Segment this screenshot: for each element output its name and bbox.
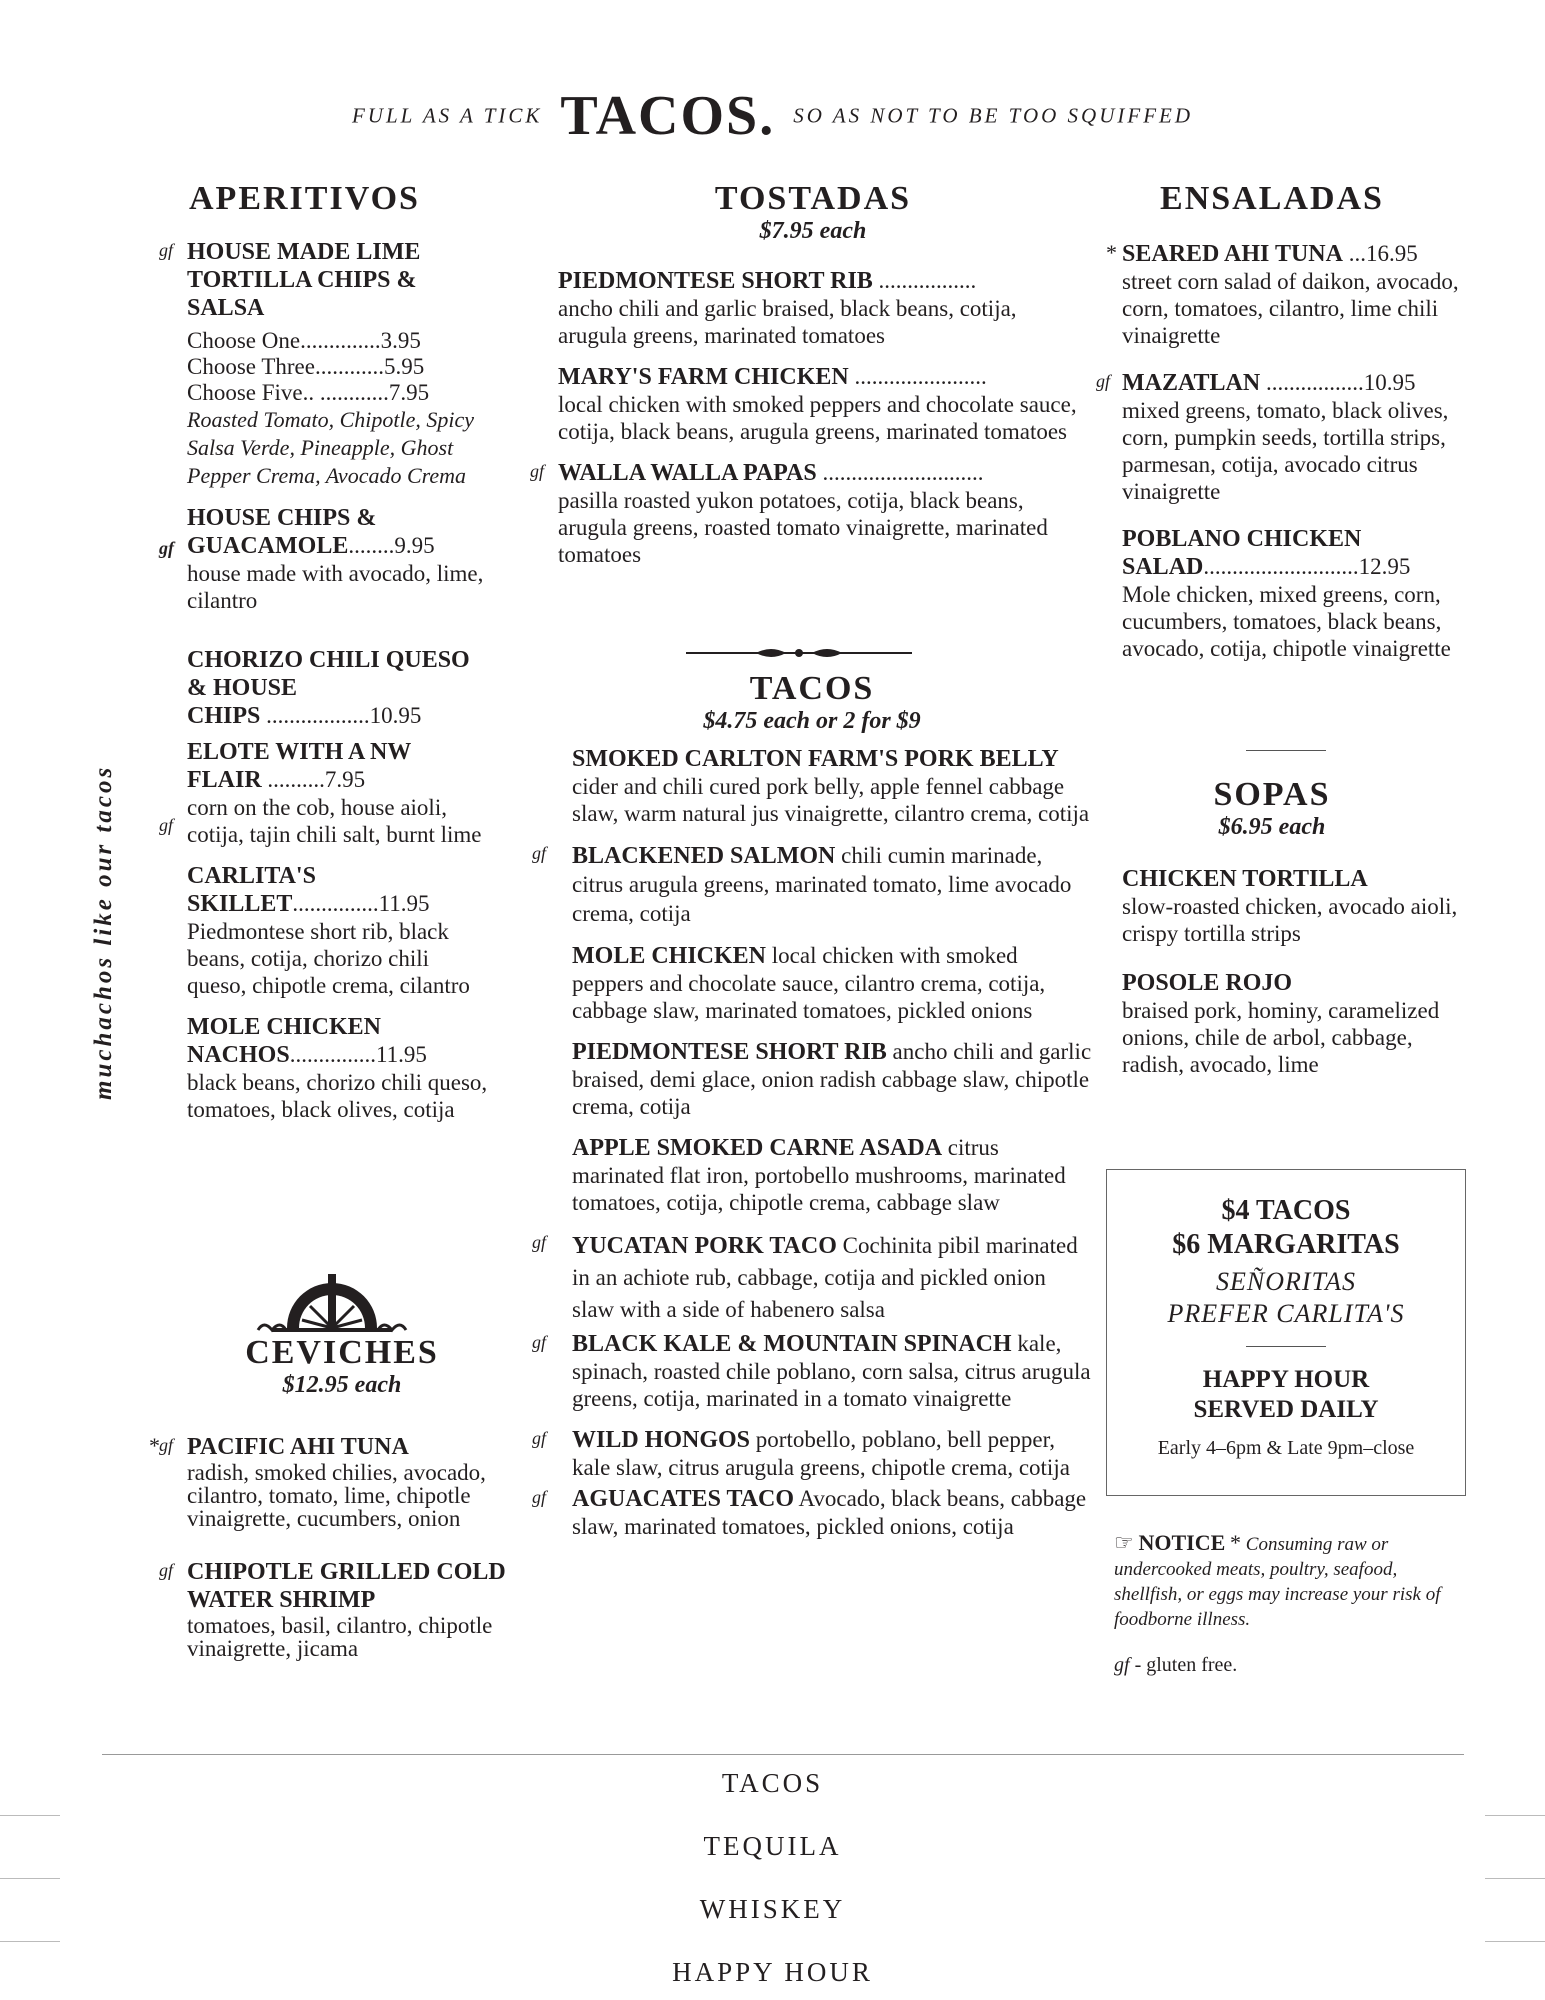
footer-divider [102,1754,1464,1755]
gluten-free-mark: gf [532,1487,547,1507]
page-title: TACOS. [560,85,776,147]
item-desc: Mole chicken, mixed greens, corn, cucumbers, tomatoes, black beans, avocado, cotija, chipotle vinaigrette [1122,582,1451,661]
item-name: HOUSE CHIPS & [187,505,377,531]
item-name: SMOKED CARLTON FARM'S PORK BELLY [572,746,1059,772]
ceviches-section [149,1334,517,1661]
happy-hour-label: HAPPY HOUR [1202,1366,1370,1393]
tostadas-column [530,180,1088,568]
menu-item-nachos [187,1013,492,1123]
tacos-price: $4.75 each or 2 for $9 [703,708,921,734]
served-daily-label: SERVED DAILY [1193,1396,1379,1423]
item-desc: ancho chili and garlic braised, demi glace, onion radish cabbage slaw, chipotle crema, cotija [572,1039,1092,1119]
gluten-free-mark: gf [532,1232,547,1252]
item-desc: kale, spinach, roasted chile poblano, corn salsa, citrus arugula greens, cotija, marinated in a tomato vinaigrette [572,1331,1091,1411]
item-desc: chili cumin marinade, citrus arugula greens, marinated tomato, lime avocado crema, cotija [572,843,1072,926]
gluten-free-mark: gf [532,1332,547,1352]
item-desc: portobello, poblano, bell pepper, kale slaw, citrus arugula greens, chipotle crema, cotija [572,1427,1070,1480]
aperitivos-column [159,180,492,1123]
menu-item-taco-pork-belly [572,745,1092,827]
nav-link-tequila[interactable]: TEQUILA [703,1831,842,1861]
menu-item-queso [187,646,492,730]
item-leader: ................. [872,268,977,293]
item-price: ...........................12.95 [1203,554,1411,579]
promo-margaritas: $6 MARGARITAS [1172,1229,1400,1260]
gluten-free-mark: gf [159,815,174,835]
item-name: SEARED AHI TUNA [1122,241,1343,267]
item-name-cont: CHIPS [187,703,261,729]
item-name: HOUSE MADE LIME TORTILLA CHIPS & SALSA [187,239,421,321]
menu-item-tostada-papas [530,459,1088,568]
menu-item-chips-salsa [159,238,492,490]
sopas-column [1122,776,1462,1078]
promo-tagline-2: PREFER CARLITA'S [1167,1299,1405,1328]
menu-item-chipotle-shrimp [159,1558,517,1661]
raw-warning-mark: * [1106,240,1117,265]
menu-item-tostada-short-rib [558,267,1088,349]
gluten-free-mark: gf [1114,1654,1130,1676]
item-desc: street corn salad of daikon, avocado, corn, tomatoes, cilantro, lime chili vinaigrette [1122,269,1459,348]
raw-warning-mark: * [1230,1530,1242,1555]
sopas-title: SOPAS [1213,776,1331,813]
item-name-cont: SKILLET [187,891,293,917]
ensaladas-column [1096,180,1462,662]
menu-item-taco-hongos [532,1426,1092,1481]
item-desc: ancho chili and garlic braised, black beans, cotija, arugula greens, marinated tomatoes [558,296,1017,348]
item-desc: Avocado, black beans, cabbage slaw, marinated tomatoes, pickled onions, cotija [572,1486,1087,1539]
item-desc: cider and chili cured pork belly, apple fennel cabbage slaw, warm natural jus vinaigrette, cilantro crema, cotija [572,774,1090,826]
item-name-cont: FLAIR [187,767,262,793]
item-name: WALLA WALLA PAPAS [558,460,817,486]
promo-divider [1246,1346,1326,1347]
item-desc: tomatoes, basil, cilantro, chipotle vinaigrette, jicama [187,1613,493,1661]
item-desc-wrap [159,794,492,848]
item-name: PIEDMONTESE SHORT RIB [558,268,873,294]
notice-text: Consuming raw or undercooked meats, poultry, seafood, shellfish, or eggs may increase your risk of foodborne illness. [1114,1534,1441,1630]
item-name: POSOLE ROJO [1122,970,1293,996]
gluten-free-mark: gf [159,240,174,260]
item-desc: Cochinita pibil marinated in an achiote rub, cabbage, cotija and pickled onion slaw with a side of habenero salsa [572,1233,1078,1322]
item-name-line2 [159,532,492,560]
tacos-title: TACOS [749,670,875,707]
menu-item-mazatlan [1096,369,1462,505]
gluten-free-mark: gf [532,843,547,863]
edge-tick [0,1878,60,1879]
pointing-hand-icon: ☞ [1114,1530,1134,1555]
flourish-divider-icon [686,645,912,661]
item-name: ELOTE WITH A NW [187,739,412,765]
tacos-column [532,670,1092,1540]
gluten-free-mark: gf [159,1560,174,1580]
ceviches-price: $12.95 each [282,1372,402,1398]
salsa-list: Roasted Tomato, Chipotle, Spicy Salsa Verde, Pineapple, Ghost Pepper Crema, Avocado Crema [187,407,475,488]
item-name: CHIPOTLE GRILLED COLD WATER SHRIMP [187,1559,506,1613]
gluten-free-mark: gf [532,1428,547,1448]
item-price: .................10.95 [1260,370,1416,395]
edge-tick [0,1941,60,1942]
chip-options [187,328,492,406]
item-desc: corn on the cob, house aioli, cotija, tajin chili salt, burnt lime [187,795,482,847]
option-choose-one: Choose One..............3.95 [187,328,421,353]
item-name: PIEDMONTESE SHORT RIB [572,1039,887,1065]
happy-hour-promo-box [1106,1169,1466,1496]
menu-item-taco-mole [572,942,1092,1024]
item-name: CARLITA'S [187,863,316,889]
menu-item-pacific-ahi-tuna [149,1433,517,1531]
menu-header [0,84,1545,148]
menu-item-taco-yucatan [532,1230,1092,1326]
edge-tick [0,1815,60,1816]
item-price: ..................10.95 [260,703,422,728]
item-name: MAZATLAN [1122,370,1261,396]
gluten-free-mark: gf [159,1435,174,1455]
gluten-free-mark: gf [159,538,174,558]
option-choose-three: Choose Three............5.95 [187,354,425,379]
edge-tick [1485,1941,1545,1942]
menu-item-tostada-chicken [558,363,1088,445]
menu-item-taco-carne-asada [572,1134,1092,1216]
item-desc: local chicken with smoked peppers and chocolate sauce, cilantro crema, cotija, cabbage slaw, marinated tomatoes, pickled onions [572,943,1046,1023]
menu-item-chicken-tortilla [1122,865,1462,947]
menu-item-guacamole [159,504,492,614]
item-desc: black beans, chorizo chili queso, tomatoes, black olives, cotija [187,1070,488,1122]
header-left-tagline: FULL AS A TICK [351,103,543,128]
menu-item-poblano-salad [1122,525,1462,662]
menu-item-taco-kale [532,1330,1092,1412]
raw-warning-mark: * [149,1433,160,1458]
item-desc: braised pork, hominy, caramelized onions, chile de arbol, cabbage, radish, avocado, lime [1122,998,1440,1077]
item-name-cont: SALAD [1122,554,1204,580]
item-leader: ............................ [816,460,984,485]
gluten-free-mark: gf [530,461,545,481]
gluten-free-legend: - gluten free. [1129,1654,1238,1676]
item-name: BLACK KALE & MOUNTAIN SPINACH [572,1331,1012,1357]
notice-label: NOTICE [1138,1530,1226,1555]
item-name: MOLE CHICKEN [572,943,767,969]
menu-item-posole-rojo [1122,969,1462,1078]
option-choose-five: Choose Five.. ............7.95 [187,380,430,405]
item-desc: Piedmontese short rib, black beans, cotija, chorizo chili queso, chipotle crema, cilantro [187,919,470,998]
tostadas-price: $7.95 each [759,218,867,244]
side-tagline: muchachos like our tacos [90,764,117,1100]
menu-item-skillet [187,862,492,999]
item-price: ........9.95 [348,533,435,558]
ceviches-title: CEVICHES [245,1334,439,1371]
item-desc: slow-roasted chicken, avocado aioli, crispy tortilla strips [1122,894,1458,946]
sopas-price: $6.95 each [1218,814,1326,840]
item-price: ...............11.95 [289,1042,427,1067]
item-name: WILD HONGOS [572,1427,751,1453]
happy-hour-times: Early 4–6pm & Late 9pm–close [1157,1437,1415,1459]
aperitivos-title: APERITIVOS [189,180,420,217]
promo-tagline-1: SEÑORITAS [1216,1267,1356,1296]
item-desc: radish, smoked chilies, avocado, cilantro, tomato, lime, chipotle vinaigrette, cucumbers, onion [187,1460,486,1531]
section-divider [1246,750,1326,751]
nav-link-tacos[interactable]: TACOS [721,1768,824,1798]
item-desc: local chicken with smoked peppers and chocolate sauce, cotija, black beans, arugula greens, marinated tomatoes [558,392,1077,444]
item-name: YUCATAN PORK TACO [572,1233,837,1259]
item-price: ..........7.95 [261,767,366,792]
edge-tick [1485,1878,1545,1879]
menu-item-taco-salmon [532,841,1092,928]
item-name: MARY'S FARM CHICKEN [558,364,849,390]
sunburst-ornament-icon [252,1272,412,1338]
item-name: MOLE CHICKEN [187,1014,382,1040]
item-name: CHORIZO CHILI QUESO & HOUSE [187,647,470,701]
item-name-cont: NACHOS [187,1042,290,1068]
tostadas-title: TOSTADAS [714,180,912,217]
item-desc: mixed greens, tomato, black olives, corn, pumpkin seeds, tortilla strips, parmesan, cotija, avocado citrus vinaigrette [1122,398,1449,504]
item-price: ...............11.95 [292,891,430,916]
item-name: AGUACATES TACO [572,1486,795,1512]
promo-tacos: $4 TACOS [1221,1195,1351,1226]
nav-link-happy-hour[interactable]: HAPPY HOUR [672,1957,873,1987]
item-desc: citrus marinated flat iron, portobello mushrooms, marinated tomatoes, cotija, chipotle crema, cabbage slaw [572,1135,1066,1215]
menu-item-elote [159,738,492,848]
item-name-cont: GUACAMOLE [187,533,349,559]
header-right-tagline: SO AS NOT TO BE TOO SQUIFFED [793,103,1194,128]
menu-item-taco-aguacates [532,1485,1092,1540]
nav-link-whiskey[interactable]: WHISKEY [699,1894,846,1924]
item-name: APPLE SMOKED CARNE ASADA [572,1135,943,1161]
item-desc: house made with avocado, lime, cilantro [187,561,484,613]
item-name: PACIFIC AHI TUNA [187,1434,409,1460]
notice-block [1114,1530,1464,1677]
ensaladas-title: ENSALADAS [1160,180,1384,217]
edge-tick [1485,1815,1545,1816]
item-name: POBLANO CHICKEN [1122,526,1362,552]
item-desc: pasilla roasted yukon potatoes, cotija, black beans, arugula greens, roasted tomato vinaigrette, marinated tomatoes [558,488,1048,567]
item-name: BLACKENED SALMON [572,843,836,869]
item-leader: ....................... [848,364,987,389]
menu-item-taco-short-rib [572,1038,1092,1120]
menu-item-seared-ahi-tuna [1106,240,1462,349]
gluten-free-mark: gf [1096,371,1111,391]
item-name: CHICKEN TORTILLA [1122,866,1368,892]
item-price: ...16.95 [1342,241,1418,266]
